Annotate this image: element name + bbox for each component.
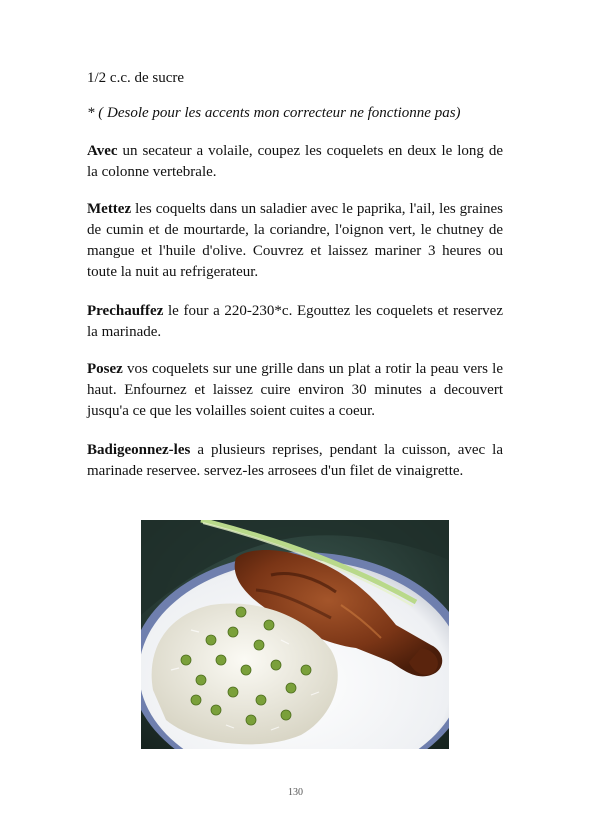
- step-text: a plusieurs reprises, pendant la cuisson, avec la marinade reservee. servez-les arrosees d'un filet de vinaigrette.: [87, 442, 503, 479]
- step-paragraph: [87, 141, 503, 183]
- dish-photo: [141, 520, 449, 749]
- step-lead: Mettez: [87, 201, 132, 217]
- step-text: le four a 220-230*c. Egouttez les coquelets et reservez la marinade.: [87, 303, 503, 340]
- step-text: un secateur a volaile, coupez les coquelets en deux le long de la colonne vertebrale.: [87, 143, 503, 180]
- page-number: 130: [288, 787, 303, 798]
- step-lead: Avec: [87, 143, 118, 159]
- step-paragraph: [87, 440, 503, 482]
- step-lead: Prechauffez: [87, 303, 164, 319]
- step-paragraph: [87, 359, 503, 422]
- step-lead: Posez: [87, 361, 123, 377]
- step-paragraph: [87, 199, 503, 283]
- ingredient-line: 1/2 c.c. de sucre: [87, 70, 185, 86]
- step-paragraph: [87, 301, 503, 343]
- accent-note: * ( Desole pour les accents mon correcteur ne fonctionne pas): [87, 105, 461, 121]
- step-lead: Badigeonnez-les: [87, 442, 191, 458]
- step-text: les coquelts dans un saladier avec le paprika, l'ail, les graines de cumin et de mourtarde, la coriandre, l'oignon vert, le chutney de mangue et l'huile d'olive. Couvrez et laissez mariner 3 heures ou toute la nuit au refrigerateur.: [87, 201, 503, 280]
- step-text: vos coquelets sur une grille dans un plat a rotir la peau vers le haut. Enfournez et laissez cuire environ 30 minutes a decouvert jusqu'a ce que les volailles soient cuites a coeur.: [87, 361, 503, 419]
